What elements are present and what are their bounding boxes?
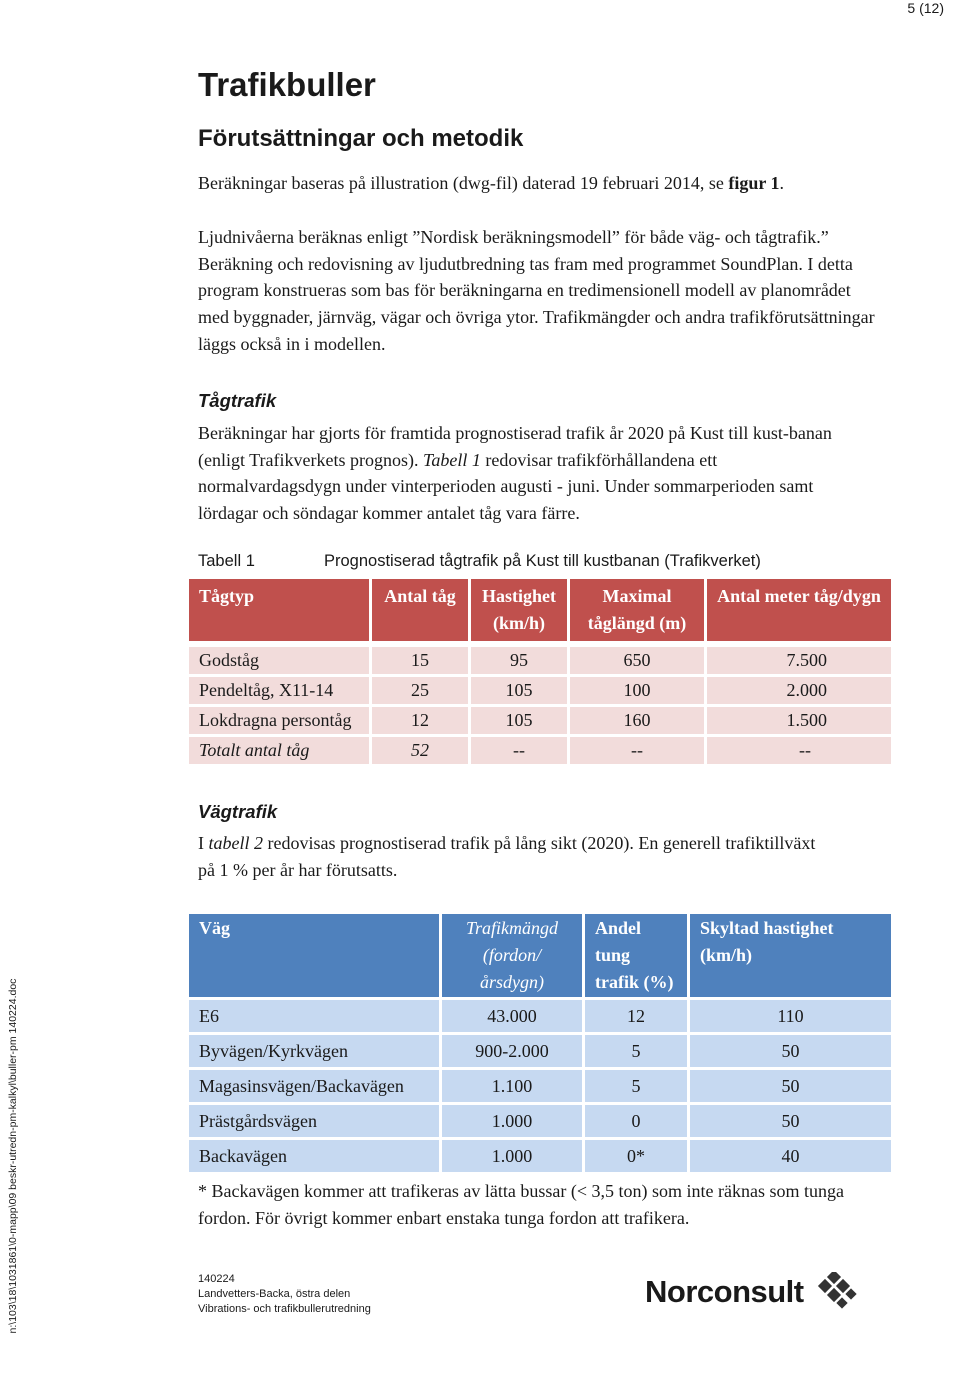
table-cell: 50 (690, 1070, 891, 1102)
intro-paragraph-1 (198, 170, 878, 197)
table1-reference: Tabell 1 (422, 449, 481, 470)
table-row (189, 707, 891, 734)
table-cell: 52 (372, 737, 468, 764)
tagtrafik-heading: Tågtrafik (198, 390, 277, 411)
table-row (189, 1000, 891, 1032)
vagtrafik-p-end: redovisas prognostiserad trafik på lång sikt (2020). En generell trafiktillväxt på 1 % per år har förutsatts. (198, 833, 816, 880)
table-cell: 7.500 (707, 647, 891, 674)
logo-diamond-icon (812, 1272, 862, 1312)
footer-project: Landvetters-Backa, östra delen (198, 1288, 351, 1300)
page-title: Trafikbuller (198, 66, 376, 103)
table-cell: Byvägen/Kyrkvägen (189, 1035, 439, 1067)
table-cell: 15 (372, 647, 468, 674)
table-cell: 25 (372, 677, 468, 704)
table-cell: 0* (585, 1140, 687, 1172)
table1-total-row (189, 737, 891, 764)
table-row (189, 677, 891, 704)
table-cell: Lokdragna persontåg (189, 707, 369, 734)
table-cell: Backavägen (189, 1140, 439, 1172)
table-cell: 50 (690, 1035, 891, 1067)
table-cell: 105 (471, 707, 567, 734)
footer-date: 140224 (198, 1273, 235, 1285)
intro-p1-text: Beräkningar baseras på illustration (dwg-fil) daterad 19 februari 2014, se (198, 173, 729, 193)
table1-header-cell: Antal tåg (372, 579, 468, 641)
table-cell: 2.000 (707, 677, 891, 704)
table-cell: -- (471, 737, 567, 764)
table-cell: Godståg (189, 647, 369, 674)
table-cell: 1.000 (442, 1140, 582, 1172)
tagtrafik-paragraph (198, 420, 848, 527)
table-cell: 1.500 (707, 707, 891, 734)
table-row (189, 1105, 891, 1137)
table-cell: 0 (585, 1105, 687, 1137)
tagtrafik-p-start: Beräkningar har gjorts för framtida prognostiserad trafik år 2020 på Kust till kust-banan (enligt Trafikverkets prognos). (198, 423, 832, 470)
table2-header-row (189, 914, 891, 997)
table2-header-cell: Skyltad hastighet (km/h) (690, 914, 891, 997)
table-cell: -- (570, 737, 704, 764)
table-cell: 12 (372, 707, 468, 734)
vagtrafik-heading: Vägtrafik (198, 801, 278, 822)
intro-p1-end: . (779, 173, 784, 193)
tagtrafik-p-end: redovisar trafikförhållandena ett normalvardagsdygn under vinterperioden augusti - juni. Under sommarperioden samt lördagar och söndagar kommer antalet tåg vara färre. (198, 449, 814, 524)
table-cell: 95 (471, 647, 567, 674)
table-row (189, 1140, 891, 1172)
table-cell: 1.000 (442, 1105, 582, 1137)
table-cell: 105 (471, 677, 567, 704)
figure-reference: figur 1 (728, 173, 780, 193)
table-cell: 160 (570, 707, 704, 734)
vagtrafik-p-start: I (198, 833, 209, 853)
table2-header-cell: Väg (189, 914, 439, 997)
table-row (189, 1070, 891, 1102)
table-cell: Totalt antal tåg (189, 737, 369, 764)
table-row (189, 647, 891, 674)
table-cell: Pendeltåg, X11-14 (189, 677, 369, 704)
table-cell: Prästgårdsvägen (189, 1105, 439, 1137)
file-path-margin: n:\103\18\1031861\0-mapp\09 beskr-utredn-pm-kalkyl\buller-pm 140224.doc (7, 978, 19, 1334)
train-traffic-table (186, 576, 894, 767)
table-cell: 5 (585, 1035, 687, 1067)
table-cell: 50 (690, 1105, 891, 1137)
table2-footnote: * Backavägen kommer att trafikeras av lätta bussar (< 3,5 ton) som inte räknas som tunga fordon. För övrigt kommer enbart enstaka tunga fordon att trafikera. (198, 1181, 844, 1228)
table-cell: 5 (585, 1070, 687, 1102)
table-cell: -- (707, 737, 891, 764)
footer-report-title: Vibrations- och trafikbullerutredning (198, 1303, 371, 1315)
table1-caption (198, 552, 761, 571)
norconsult-logo (645, 1272, 862, 1312)
table2-header-cell: Trafikmängd (fordon/årsdygn) (442, 914, 582, 997)
table-cell: E6 (189, 1000, 439, 1032)
table-cell: 12 (585, 1000, 687, 1032)
table-cell: Magasinsvägen/Backavägen (189, 1070, 439, 1102)
table2-header-cell: Andel tung trafik (%) (585, 914, 687, 997)
table2-reference: tabell 2 (208, 833, 263, 853)
page-number: 5 (12) (907, 0, 944, 16)
road-traffic-table (186, 911, 894, 1175)
logo-wordmark: Norconsult (645, 1274, 804, 1309)
table1-header-cell: Tågtyp (189, 579, 369, 641)
table-cell: 43.000 (442, 1000, 582, 1032)
table-cell: 650 (570, 647, 704, 674)
intro-paragraph-2: Ljudnivåerna beräknas enligt ”Nordisk beräkningsmodell” för både väg- och tågtrafik.” Beräkning och redovisning av ljudutbredning tas fram med programmet SoundPlan. I detta program konstrueras som bas för beräkningarna en tredimensionell modell av planområdet med byggnader, järnväg, vägar och övriga ytor. Trafikmängder och andra trafikförutsättningar läggs också in i modellen. (198, 227, 875, 354)
table1-label: Tabell 1 (198, 552, 255, 570)
table1-caption-title: Prognostiserad tågtrafik på Kust till kustbanan (Trafikverket) (324, 552, 761, 570)
section-subtitle: Förutsättningar och metodik (198, 125, 524, 152)
vagtrafik-paragraph (198, 830, 818, 883)
table1-header-cell: Antal meter tåg/dygn (707, 579, 891, 641)
table-cell: 110 (690, 1000, 891, 1032)
table1-header-cell: Hastighet (km/h) (471, 579, 567, 641)
table-cell: 900-2.000 (442, 1035, 582, 1067)
table-cell: 100 (570, 677, 704, 704)
table-cell: 40 (690, 1140, 891, 1172)
table1-header-cell: Maximal tåglängd (m) (570, 579, 704, 641)
table1-header-row (189, 579, 891, 641)
document-footer (198, 1272, 371, 1317)
table-cell: 1.100 (442, 1070, 582, 1102)
table-row (189, 1035, 891, 1067)
